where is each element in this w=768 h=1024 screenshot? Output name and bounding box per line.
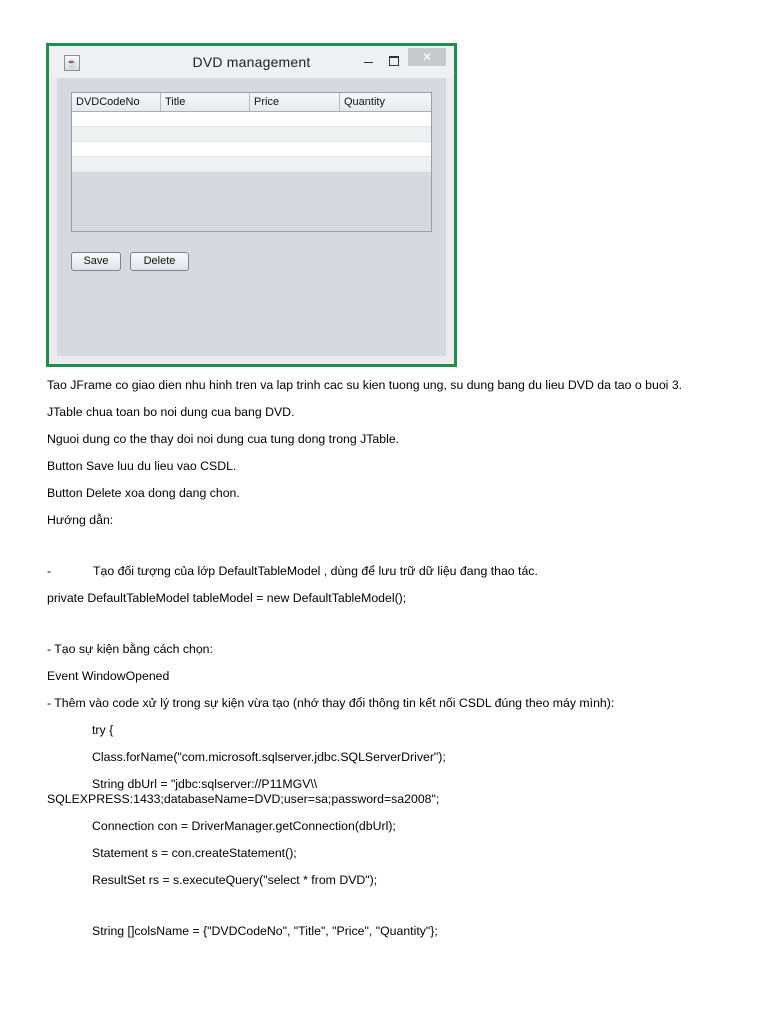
window-title-bar: [49, 46, 454, 78]
paragraph: Event WindowOpened: [47, 669, 170, 683]
paragraph: - Tạo sự kiện bằng cách chọn:: [47, 642, 213, 656]
code-line: String []colsName = {"DVDCodeNo", "Title", "Price", "Quantity"};: [92, 924, 438, 938]
maximize-icon: [389, 56, 399, 66]
paragraph: JTable chua toan bo noi dung cua bang DVD.: [47, 405, 295, 419]
table-row[interactable]: [72, 142, 431, 157]
paragraph: - Thêm vào code xử lý trong sự kiện vừa tạo (nhớ thay đổi thông tin kết nối CSDL đúng theo máy mình):: [47, 696, 615, 710]
heading-huong-dan: Hướng dẫn:: [47, 513, 114, 527]
paragraph: Tao JFrame co giao dien nhu hinh tren va lap trinh cac su kien tuong ung, su dung bang du lieu DVD da tao o buoi 3.: [47, 378, 683, 392]
save-button[interactable]: Save: [71, 252, 121, 271]
dvd-management-window: [46, 43, 457, 367]
code-line: Statement s = con.createStatement();: [92, 846, 297, 860]
spacer: [47, 618, 747, 642]
column-header-title[interactable]: Title: [161, 93, 250, 111]
code-line: try {: [92, 723, 114, 737]
code-line: String dbUrl = "jdbc:sqlserver://P11MGV\\: [92, 777, 318, 791]
column-header-dvdcodeno[interactable]: DVDCodeNo: [72, 93, 161, 111]
window-content: [57, 78, 446, 356]
bullet-item: [47, 564, 747, 579]
paragraph: Nguoi dung co the thay doi noi dung cua tung dong trong JTable.: [47, 432, 400, 446]
spacer: [47, 540, 747, 564]
column-header-price[interactable]: Price: [250, 93, 340, 111]
table-row[interactable]: [72, 112, 431, 127]
table-row[interactable]: [72, 157, 431, 172]
bullet-text: Tạo đối tượng của lớp DefaultTableModel , dùng để lưu trữ dữ liệu đang thao tác.: [93, 564, 538, 578]
bullet-dash: -: [47, 564, 52, 578]
close-icon: ✕: [421, 50, 433, 64]
minimize-button[interactable]: [355, 50, 381, 70]
code-line: Connection con = DriverManager.getConnection(dbUrl);: [92, 819, 396, 833]
code-line: ResultSet rs = s.executeQuery("select * from DVD");: [92, 873, 378, 887]
window-title: DVD management: [192, 54, 311, 70]
code-line: SQLEXPRESS:1433;databaseName=DVD;user=sa;password=sa2008";: [47, 792, 440, 806]
spacer: [47, 900, 747, 924]
table-row[interactable]: [72, 127, 431, 142]
minimize-icon: [364, 62, 373, 63]
column-header-quantity[interactable]: Quantity: [344, 96, 385, 108]
java-app-icon: ☕: [64, 55, 80, 71]
paragraph: Button Delete xoa dong dang chon.: [47, 486, 240, 500]
document-body: [47, 378, 747, 951]
table-header: [72, 93, 431, 112]
dvd-table[interactable]: [71, 92, 432, 232]
paragraph: Button Save luu du lieu vao CSDL.: [47, 459, 237, 473]
code-line: Class.forName("com.microsoft.sqlserver.jdbc.SQLServerDriver");: [92, 750, 446, 764]
maximize-button[interactable]: [381, 50, 407, 70]
code-line: private DefaultTableModel tableModel = new DefaultTableModel();: [47, 591, 407, 605]
close-button[interactable]: [408, 48, 446, 66]
delete-button[interactable]: Delete: [130, 252, 189, 271]
